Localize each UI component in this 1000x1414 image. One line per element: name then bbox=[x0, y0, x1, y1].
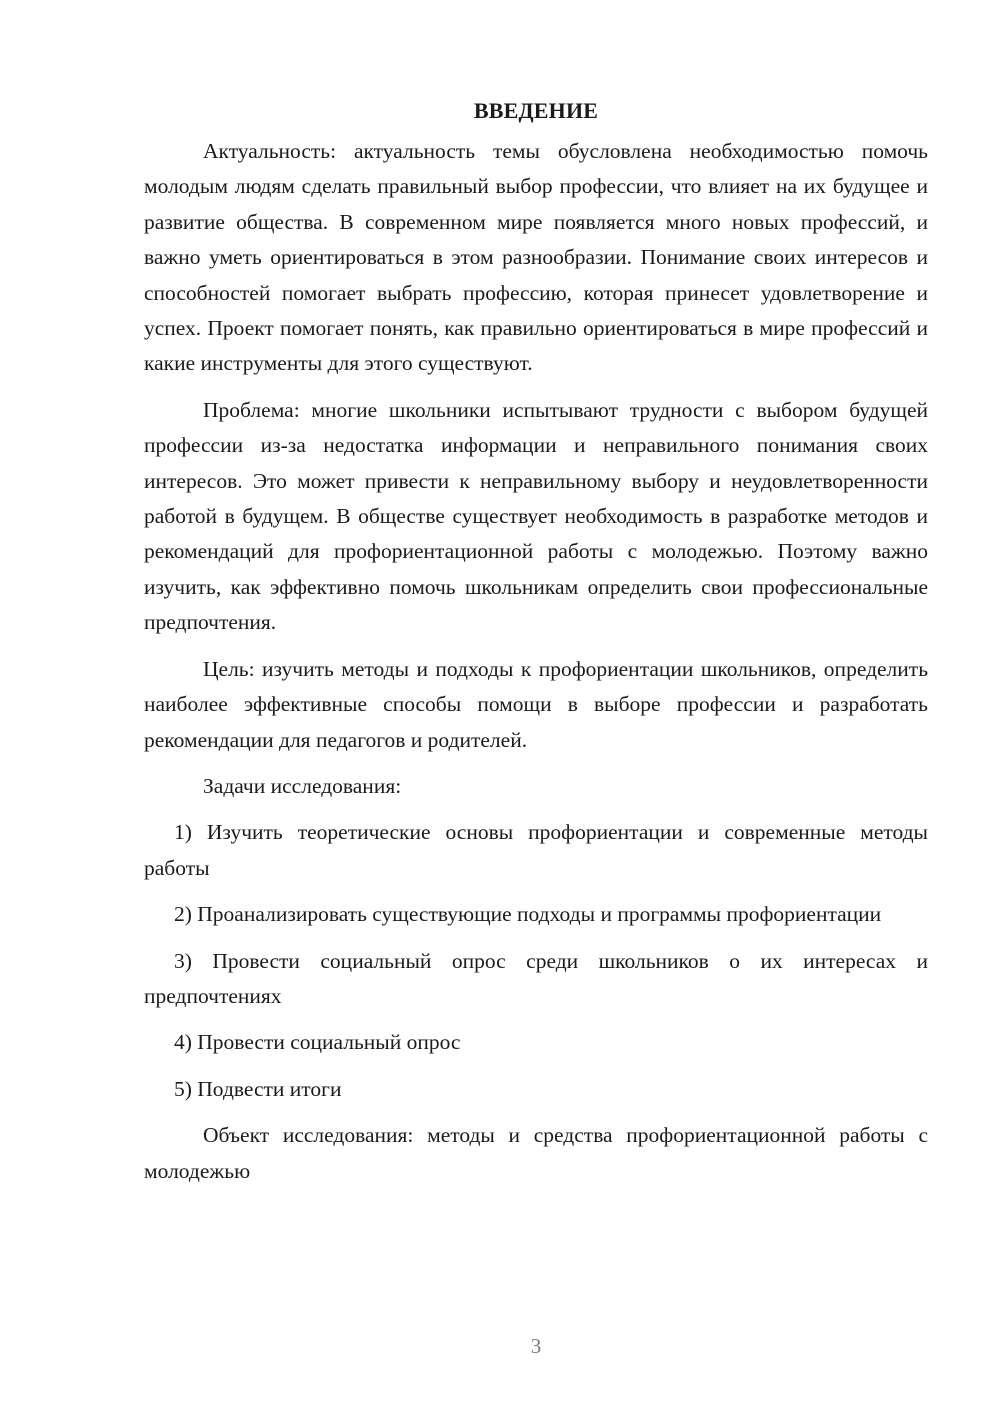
task-item: 3) Провести социальный опрос среди школьников о их интересах и предпочтениях bbox=[144, 948, 928, 1008]
goal-paragraph: Цель: изучить методы и подходы к профориентации школьников, определить наиболее эффективные способы помощи в выборе профессии и разработать рекомендации для педагогов и родителей. bbox=[144, 656, 928, 752]
page-number: 3 bbox=[530, 1334, 542, 1358]
task-item: 2) Проанализировать существующие подходы и программы профориентации bbox=[174, 902, 882, 927]
relevance-paragraph: Актуальность: актуальность темы обусловлена необходимостью помочь молодым людям сделать правильный выбор профессии, что влияет на их будущее и развитие общества. В современном мире появляется много новых профессий, и важно уметь ориентироваться в этом разнообразии. Понимание своих интересов и способностей помогает выбрать профессию, которая принесет удовлетворение и успех. Проект помогает понять, как правильно ориентироваться в мире профессий и какие инструменты для этого существуют. bbox=[144, 139, 928, 376]
tasks-heading: Задачи исследования: bbox=[203, 773, 402, 798]
task-item: 1) Изучить теоретические основы профориентации и современные методы работы bbox=[144, 820, 928, 880]
page-body bbox=[144, 94, 928, 1200]
task-item: 5) Подвести итоги bbox=[174, 1076, 342, 1101]
page-heading: ВВЕДЕНИЕ bbox=[473, 98, 599, 123]
task-item: 4) Провести социальный опрос bbox=[174, 1030, 461, 1055]
object-paragraph: Объект исследования: методы и средства профориентационной работы с молодежью bbox=[144, 1123, 928, 1183]
problem-paragraph: Проблема: многие школьники испытывают трудности с выбором будущей профессии из-за недостатка информации и неправильного понимания своих интересов. Это может привести к неправильному выбору и неудовлетворенности работой в будущем. В обществе существует необходимость в разработке методов и рекомендаций для профориентационной работы с молодежью. Поэтому важно изучить, как эффективно помочь школьникам определить свои профессиональные предпочтения. bbox=[144, 397, 928, 635]
